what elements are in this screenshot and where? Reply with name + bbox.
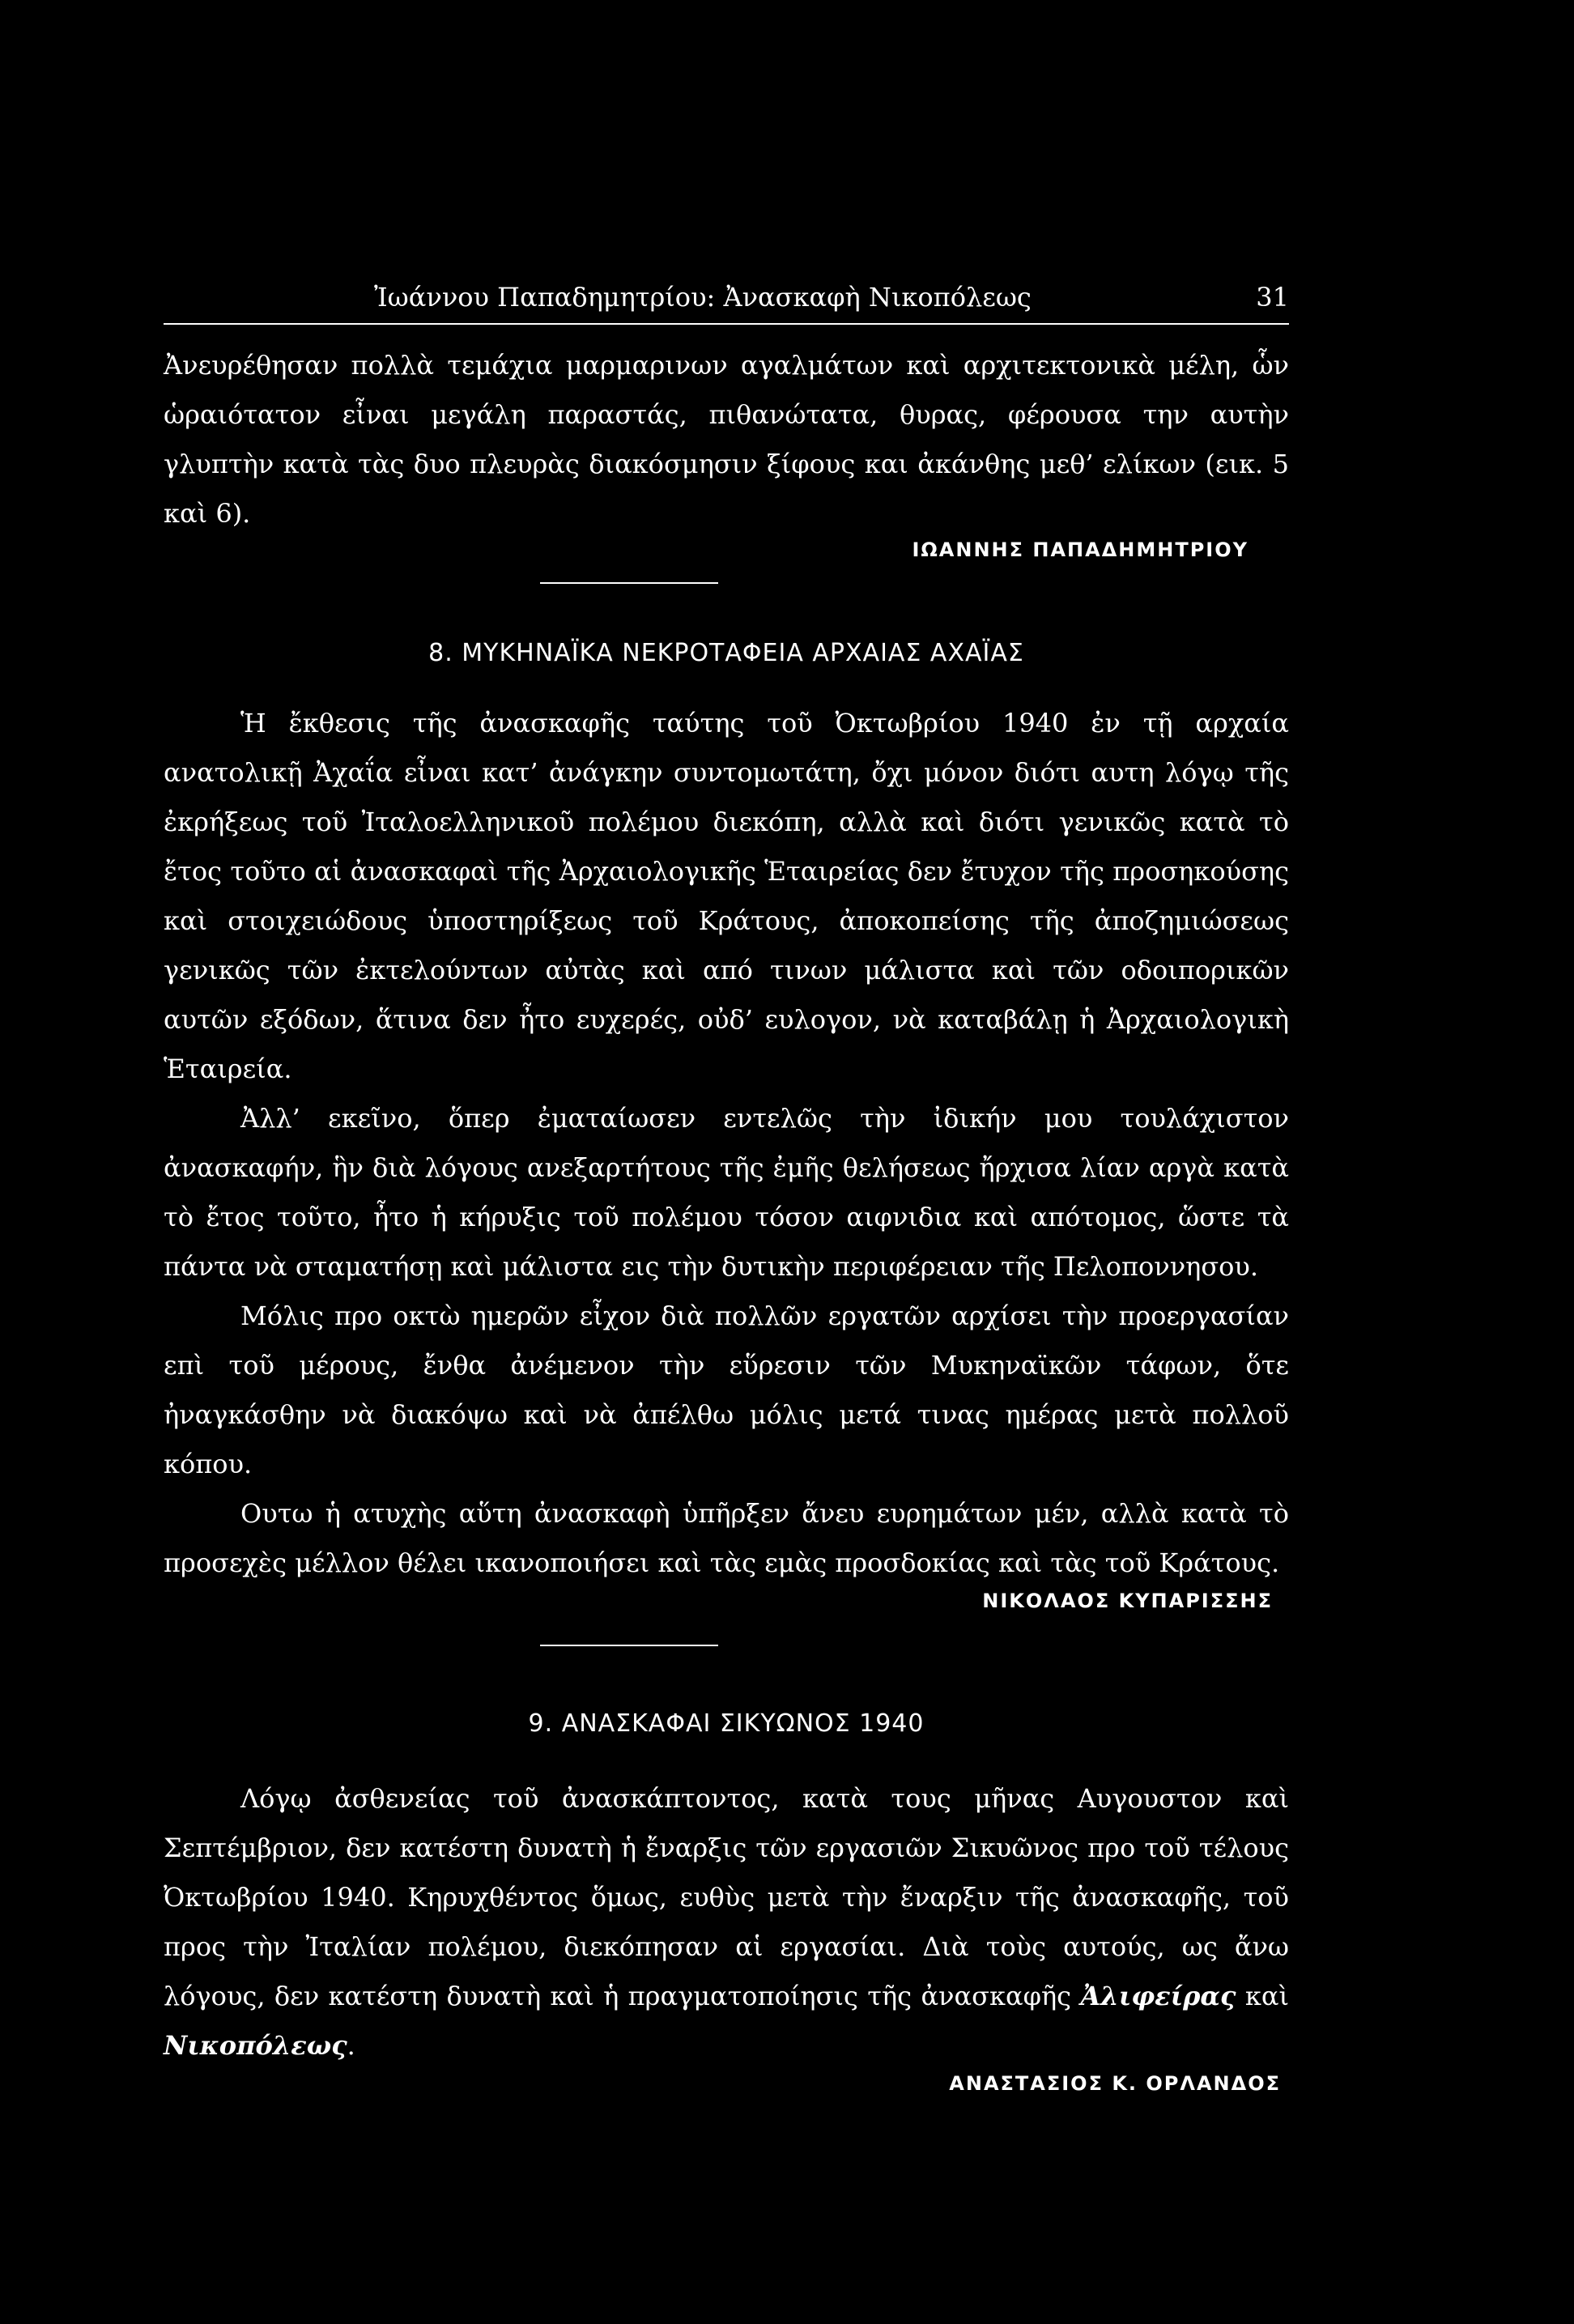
section-8-paragraph-4: Ουτω ἡ ατυχὴς αὕτη ἀνασκαφὴ ὑπῆρξεν ἄνευ ευρημάτων μέν, αλλὰ κατὰ τὸ προσεχὲς μέλλον θέλει ικανοποιήσει καὶ τὰς εμὰς προσδοκίας καὶ τὰς τοῦ Κράτους. bbox=[164, 1498, 1289, 1578]
header-rule bbox=[164, 323, 1289, 325]
section-8-paragraph-2: Ἀλλ’ εκεῖνο, ὅπερ ἐματαίωσεν εντελῶς τὴν ἰδικήν μου τουλάχιστον ἀνασκαφήν, ἣν διὰ λόγους ανεξαρτήτους τῆς ἐμῆς θελήσεως ἤρχισα λίαν αργὰ κατὰ τὸ ἔτος τοῦτο, ἦτο ἡ κήρυξις τοῦ πολέμου τόσον αιφνιδια καὶ απότομος, ὥστε τὰ πάντα νὰ σταματήσῃ καὶ μάλιστα εις τὴν δυτικὴν περιφέρειαν τῆς Πελοποννησου. bbox=[164, 1103, 1289, 1282]
place-name-alifeira: Ἀλιφείρας bbox=[1080, 1981, 1236, 2011]
conjunction-text: καὶ bbox=[1236, 1981, 1290, 2011]
running-header bbox=[164, 279, 1289, 315]
signature-kyparissis: ΝΙΚΟΛΑΟΣ ΚΥΠΑΡΙΣΣΗΣ bbox=[982, 1590, 1273, 1612]
section-8-paragraph-1: Ἡ ἔκθεσις τῆς ἀνασκαφῆς ταύτης τοῦ Ὀκτωβρίου 1940 ἐν τῇ αρχαία ανατολικῇ Ἀχαΐα εἶναι κατ’ ἀνάγκην συντομωτάτη, ὄχι μόνον διότι αυτη λόγῳ τῆς ἐκρήξεως τοῦ Ἰταλοελληνικοῦ πολέμου διεκόπη, αλλὰ καὶ διότι γενικῶς κατὰ τὸ ἔτος τοῦτο αἱ ἀνασκαφαὶ τῆς Ἀρχαιολογικῆς Ἑταιρείας δεν ἔτυχον τῆς προσηκούσης καὶ στοιχειώδους ὑποστηρίξεως τοῦ Κράτους, ἀποκοπείσης τῆς ἀποζημιώσεως γενικῶς τῶν ἐκτελούντων αὐτὰς καὶ από τινων μάλιστα καὶ τῶν οδοιπορικῶν αυτῶν εξόδων, ἅτινα δεν ἦτο ευχερές, οὐδ’ ευλογον, νὰ καταβάλῃ ἡ Ἀρχαιολογικὴ Ἑταιρεία. bbox=[164, 708, 1289, 1084]
section-divider bbox=[540, 582, 718, 584]
section-8-heading: 8. ΜΥΚΗΝΑΪΚΑ ΝΕΚΡΟΤΑΦΕΙΑ ΑΡΧΑΙΑΣ ΑΧΑΪΑΣ bbox=[428, 639, 1024, 667]
page-number: 31 bbox=[1256, 282, 1289, 313]
section-9-heading: 9. ΑΝΑΣΚΑΦΑΙ ΣΙΚΥΩΝΟΣ 1940 bbox=[528, 1709, 925, 1738]
signature-orlandos: ΑΝΑΣΤΑΣΙΟΣ Κ. ΟΡΛΑΝΔΟΣ bbox=[949, 2072, 1281, 2095]
signature-papadimitriou: ΙΩΑΝΝΗΣ ΠΑΠΑΔΗΜΗΤΡΙΟΥ bbox=[912, 538, 1249, 561]
section-9-text: Λόγῳ ἀσθενείας τοῦ ἀνασκάπτοντος, κατὰ τους μῆνας Αυγουστον καὶ Σεπτέμβριον, δεν κατέστη δυνατὴ ἡ ἔναρξις τῶν εργασιῶν Σικυῶνος προ τοῦ τέλους Ὀκτωβρίου 1940. Κηρυχθέντος ὅμως, ευθὺς μετὰ τὴν ἔναρξιν τῆς ἀνασκαφῆς, τοῦ προς τὴν Ἰταλίαν πολέμου, διεκόπησαν αἱ εργασίαι. Διὰ τοὺς αυτούς, ως ἄνω λόγους, δεν κατέστη δυνατὴ καὶ ἡ πραγματοποίησις τῆς ἀνασκαφῆς bbox=[164, 1783, 1289, 2011]
running-header-title: Ἰωάννου Παπαδημητρίου: Ἀνασκαφὴ Νικοπόλεως bbox=[374, 282, 1032, 313]
text-block bbox=[164, 279, 1289, 2101]
nicopolis-paragraph: Ἀνευρέθησαν πολλὰ τεμάχια μαρμαρινων αγαλμάτων καὶ αρχιτεκτονικὰ μέλη, ὧν ὡραιότατον εἶναι μεγάλη παραστάς, πιθανώτατα, θυρας, φέρουσα την αυτὴν γλυπτὴν κατὰ τὰς δυο πλευρὰς διακόσμησιν ξίφους και ἀκάνθης μεθ’ ελίκων (εικ. 5 καὶ 6). bbox=[164, 350, 1289, 529]
section-8-paragraph-3: Μόλις προ οκτὼ ημερῶν εἶχον διὰ πολλῶν εργατῶν αρχίσει τὴν προεργασίαν επὶ τοῦ μέρους, ἔνθα ἀνέμενον τὴν εὕρεσιν τῶν Μυκηναϊκῶν τάφων, ὅτε ἠναγκάσθην νὰ διακόψω καὶ νὰ ἀπέλθω μόλις μετά τινας ημέρας μετὰ πολλοῦ κόπου. bbox=[164, 1300, 1289, 1479]
sentence-end: . bbox=[347, 2030, 355, 2061]
section-divider bbox=[540, 1645, 718, 1646]
section-9-paragraph bbox=[164, 1774, 1289, 2071]
place-name-nikopolis: Νικοπόλεως bbox=[164, 2030, 347, 2061]
